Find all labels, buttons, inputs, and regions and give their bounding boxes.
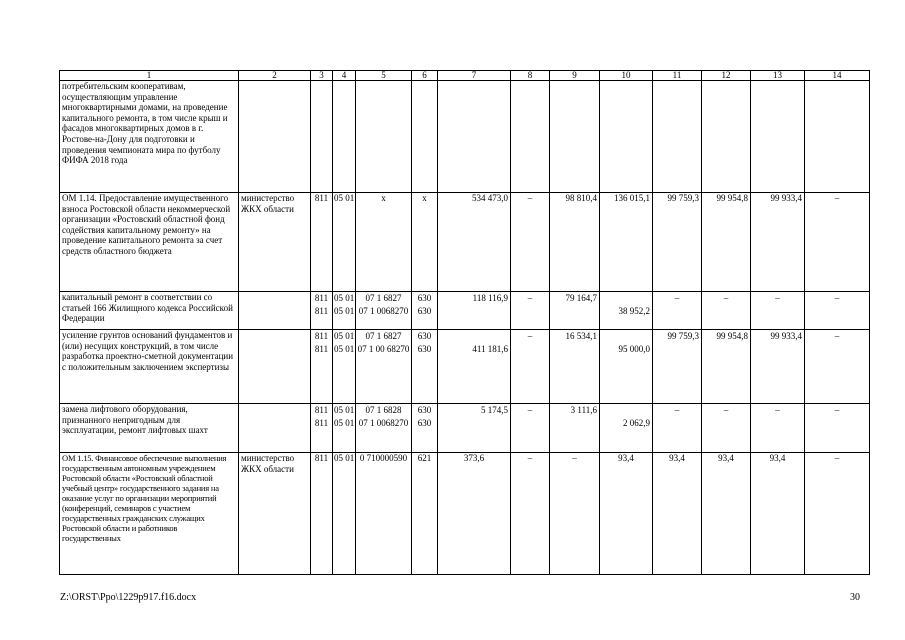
cell-c5: 07 1 0068270 bbox=[358, 305, 409, 316]
cell-c7: 5 174,5 bbox=[481, 405, 508, 415]
cell-c7: 534 473,0 bbox=[438, 193, 511, 292]
cell-c12: – bbox=[723, 293, 729, 303]
cell-c12: 99 954,8 bbox=[716, 331, 748, 341]
cell-c4: 05 01 bbox=[333, 453, 356, 575]
cell-c12: 99 954,8 bbox=[702, 193, 751, 292]
cell-c8: – bbox=[527, 405, 533, 415]
header-cell: 3 bbox=[311, 71, 333, 81]
table-row bbox=[60, 404, 870, 453]
cell-c7: 373,6 bbox=[438, 453, 511, 575]
cell-c6: х bbox=[412, 193, 438, 292]
cell-c10: 95 000,0 bbox=[618, 343, 650, 354]
budget-table bbox=[59, 70, 870, 575]
page-number: 30 bbox=[850, 592, 860, 603]
cell-c4: 05 01 bbox=[334, 405, 355, 415]
cell-c9: 79 164,7 bbox=[565, 293, 597, 303]
cell-c8: – bbox=[527, 331, 533, 341]
cell-c3: 811 bbox=[311, 453, 333, 575]
row-description: ОМ 1.15. Финансовое обеспечение выполнения государственным автономным учреждением Ростовской области «Ростовский областной учебный центр» государственного задания на оказание услуг по организации мероприятий (конференций, семинаров с участием государственных гражданских служащих Ростовской области и работников государственных bbox=[60, 453, 239, 575]
cell-c5: 07 1 0068270 bbox=[358, 417, 409, 428]
cell-c6: 630 bbox=[417, 405, 432, 415]
cell-c5: 07 1 6828 bbox=[365, 405, 402, 415]
header-cell: 14 bbox=[805, 71, 870, 81]
cell-c3: 811 bbox=[314, 417, 329, 428]
cell-c12: 93,4 bbox=[702, 453, 751, 575]
cell-c12: – bbox=[723, 405, 729, 415]
cell-c11: 99 759,3 bbox=[667, 331, 699, 341]
cell-c4: 05 01 bbox=[334, 331, 355, 341]
cell-c7: 118 116,9 bbox=[472, 293, 508, 303]
cell-c3: 811 bbox=[314, 343, 329, 354]
cell-c4: 05 01 bbox=[334, 417, 355, 428]
cell-c10: 2 062,9 bbox=[623, 417, 650, 428]
header-cell: 5 bbox=[356, 71, 412, 81]
cell-c11: – bbox=[674, 293, 680, 303]
cell-c14: – bbox=[834, 405, 840, 415]
cell-c10: 136 015,1 bbox=[600, 193, 653, 292]
footer-file-path: Z:\ORST\Ppo\1229p917.f16.docx bbox=[60, 592, 197, 603]
cell-c3: 811 bbox=[311, 193, 333, 292]
cell-c6: 630 bbox=[417, 293, 432, 303]
header-cell: 7 bbox=[438, 71, 511, 81]
header-cell: 13 bbox=[751, 71, 805, 81]
cell-c10: 93,4 bbox=[600, 453, 653, 575]
cell-c14: – bbox=[805, 193, 870, 292]
cell-c6: 630 bbox=[417, 343, 432, 354]
cell-c5: 07 1 6827 bbox=[365, 331, 402, 341]
header-cell: 2 bbox=[239, 71, 311, 81]
cell-c13: 93,4 bbox=[751, 453, 805, 575]
header-cell: 4 bbox=[333, 71, 356, 81]
cell-c9: – bbox=[550, 453, 600, 575]
table-row bbox=[60, 453, 870, 575]
table-row bbox=[60, 330, 870, 404]
table-row bbox=[60, 193, 870, 292]
cell-c8: – bbox=[511, 193, 550, 292]
cell-c3: 811 bbox=[314, 331, 329, 341]
header-cell: 1 bbox=[60, 71, 239, 81]
cell-c9: 3 111,6 bbox=[570, 405, 597, 415]
cell-c11: – bbox=[674, 405, 680, 415]
cell-c4: 05 01 bbox=[334, 343, 355, 354]
cell-c10: 38 952,2 bbox=[618, 305, 650, 316]
row-description: потребительским кооперативам, осуществляющим управление многоквартирными домами, на проведение капитального ремонта, в том числе крыш и фасадов многоквартирных домов в г. Ростове-на-Дону для подготовки и проведения чемпионата мира по футболу ФИФА 2018 года bbox=[60, 81, 239, 193]
cell-c6: 621 bbox=[412, 453, 438, 575]
header-row bbox=[60, 71, 870, 81]
cell-c8: – bbox=[527, 293, 533, 303]
cell-c5: х bbox=[356, 193, 412, 292]
header-cell: 10 bbox=[600, 71, 653, 81]
row-organization: министерство ЖКХ области bbox=[239, 193, 311, 292]
row-description: усиление грунтов оснований фундаментов и (или) несущих конструкций, в том числе разработка проектно-сметной документации с положительным заключением экспертизы bbox=[60, 330, 239, 404]
cell-c6: 630 bbox=[417, 331, 432, 341]
header-cell: 12 bbox=[702, 71, 751, 81]
row-description: ОМ 1.14. Предоставление имущественного взноса Ростовской области некоммерческой организации «Ростовский областной фонд содействия капитальному ремонту» на проведение капитального ремонта за счет средств областного бюджета bbox=[60, 193, 239, 292]
cell-c9: 98 810,4 bbox=[550, 193, 600, 292]
cell-c4: 05 01 bbox=[334, 293, 355, 303]
cell-c9: 16 534,1 bbox=[565, 331, 597, 341]
cell-c4: 05 01 bbox=[334, 305, 355, 316]
cell-c3: 811 bbox=[314, 293, 329, 303]
cell-c3: 811 bbox=[314, 405, 329, 415]
row-description: капитальный ремонт в соответствии со статьей 166 Жилищного кодекса Российской Федерации bbox=[60, 292, 239, 330]
cell-c8: – bbox=[511, 453, 550, 575]
cell-c13: – bbox=[775, 405, 780, 415]
cell-c4: 05 01 bbox=[333, 193, 356, 292]
cell-c13: – bbox=[775, 293, 780, 303]
row-description: замена лифтового оборудования, признанного непригодным для эксплуатации, ремонт лифтовых шахт bbox=[60, 404, 239, 453]
cell-c5: 07 1 00 68270 bbox=[357, 343, 410, 354]
header-cell: 11 bbox=[653, 71, 702, 81]
cell-c5: 0 710000590 bbox=[356, 453, 412, 575]
cell-c14: – bbox=[834, 331, 840, 341]
cell-c13: 99 933,4 bbox=[751, 193, 805, 292]
table-row bbox=[60, 81, 870, 193]
cell-c13: 99 933,4 bbox=[770, 331, 802, 341]
cell-c14: – bbox=[834, 293, 840, 303]
header-cell: 6 bbox=[412, 71, 438, 81]
cell-c3: 811 bbox=[314, 305, 329, 316]
cell-c14: – bbox=[805, 453, 870, 575]
cell-c6: 630 bbox=[417, 417, 432, 428]
cell-c7: 411 181,6 bbox=[472, 343, 508, 354]
cell-c5: 07 1 6827 bbox=[365, 293, 402, 303]
cell-c6: 630 bbox=[417, 305, 432, 316]
header-cell: 9 bbox=[550, 71, 600, 81]
cell-c11: 99 759,3 bbox=[653, 193, 702, 292]
table-row bbox=[60, 292, 870, 330]
row-organization: министерство ЖКХ области bbox=[239, 453, 311, 575]
header-cell: 8 bbox=[511, 71, 550, 81]
cell-c11: 93,4 bbox=[653, 453, 702, 575]
